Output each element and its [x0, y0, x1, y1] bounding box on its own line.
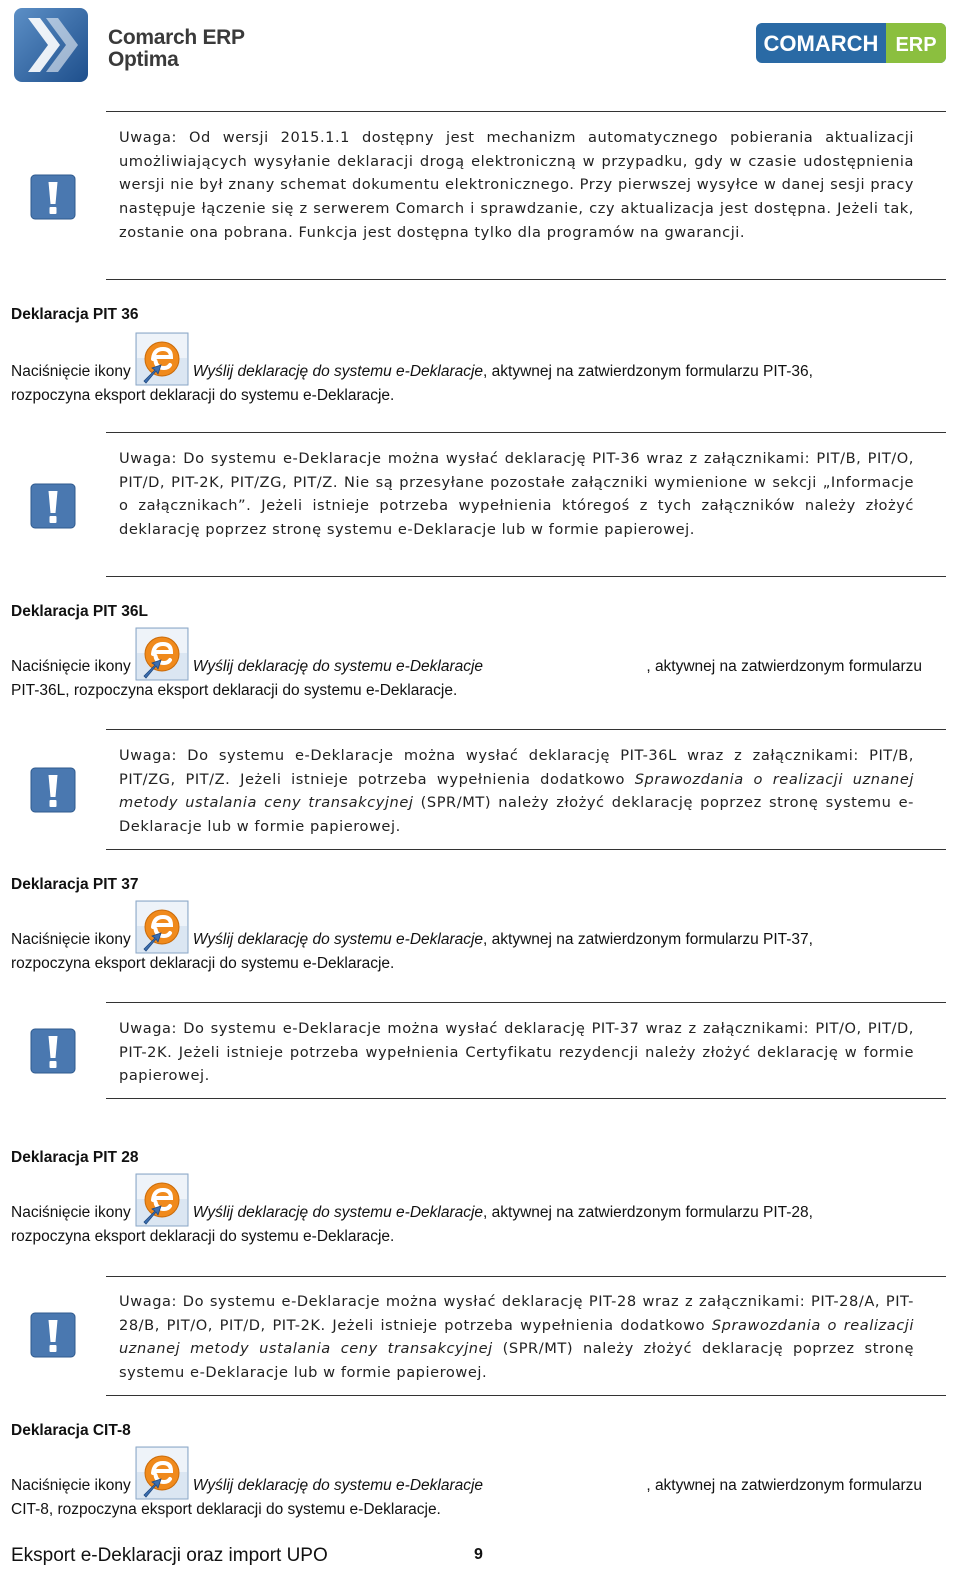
note-divider-top — [106, 111, 946, 112]
section-text-pit28 — [11, 1171, 922, 1249]
action-name: Wyślij deklarację do systemu e-Deklaracje — [192, 1477, 484, 1494]
note-divider-bottom — [106, 279, 946, 280]
brand-line-1: Comarch ERP — [108, 26, 245, 49]
note-divider-top — [106, 432, 946, 433]
action-name: Wyślij deklarację do systemu e-Deklaracje — [192, 658, 484, 675]
action-name: Wyślij deklarację do systemu e-Deklaracje — [192, 931, 484, 948]
note-italic: Sprawozdania o realizacji uznanej metody ustalania ceny transakcyjnej — [119, 1316, 914, 1358]
text-prefix: Naciśnięcie ikony — [11, 363, 131, 380]
note-update-mechanism: Uwaga: Od wersji 2015.1.1 dostępny jest mechanizm automatycznego pobierania aktualizacji umożliwiających wysyłanie deklaracji drogą elektroniczną w przypadku, gdy w czasie udostępnienia wersji nie był znany schemat dokumentu elektronicznego. Przy pierwszej wysyłce w danej sesji pracy następuje łączenie się z serwerem Comarch i sprawdzanie, czy aktualizacja jest dostępna. Jeżeli tak, zostanie ona pobrana. Funkcja jest dostępna tylko dla programów na gwarancji. — [119, 129, 914, 241]
send-edeclaration-icon[interactable] — [135, 627, 189, 681]
warning-icon — [30, 767, 76, 813]
send-edeclaration-icon[interactable] — [135, 1173, 189, 1227]
text-suffix: , aktywnej na zatwierdzonym formularzu — [646, 658, 922, 675]
section-text-pit36l — [11, 625, 922, 703]
comarch-erp-optima-logo — [14, 8, 254, 82]
brand-line-2: Optima — [108, 48, 179, 71]
text-line2: PIT-36L, rozpoczyna eksport deklaracji do systemu e-Deklaracje. — [11, 682, 458, 699]
section-heading-pit28: Deklaracja PIT 28 — [11, 1149, 139, 1166]
note-divider-bottom — [106, 1395, 946, 1396]
note-divider-bottom — [106, 849, 946, 850]
text-line2: rozpoczyna eksport deklaracji do systemu e-Deklaracje. — [11, 955, 395, 972]
warning-icon — [30, 1312, 76, 1358]
comarch-logo-text: COMARCH — [763, 31, 879, 56]
section-heading-pit36: Deklaracja PIT 36 — [11, 306, 139, 323]
erp-logo-text: ERP — [895, 34, 937, 56]
section-text-pit37 — [11, 898, 922, 976]
send-edeclaration-icon[interactable] — [135, 1446, 189, 1500]
section-heading-pit37: Deklaracja PIT 37 — [11, 876, 139, 893]
text-prefix: Naciśnięcie ikony — [11, 931, 131, 948]
note-divider-top — [106, 1276, 946, 1277]
note-pit36-attachments: Uwaga: Do systemu e-Deklaracje można wysłać deklarację PIT-36 wraz z załącznikami: PIT/B, PIT/O, PIT/D, PIT-2K, PIT/ZG, PIT/Z. Nie są przesyłane pozostałe załączniki wymienione w sekcji „Informacje o załącznikach”. Jeżeli istnieje potrzeba wypełnienia któregoś z tych załączników należy złożyć deklarację poprzez stronę systemu e-Deklaracje lub w formie papierowej. — [119, 450, 914, 539]
text-prefix: Naciśnięcie ikony — [11, 1477, 131, 1494]
text-line2: CIT-8, rozpoczyna eksport deklaracji do systemu e-Deklaracje. — [11, 1501, 441, 1518]
text-line2: rozpoczyna eksport deklaracji do systemu e-Deklaracje. — [11, 387, 395, 404]
comarch-erp-logo — [756, 23, 946, 63]
section-heading-cit8: Deklaracja CIT-8 — [11, 1422, 131, 1439]
warning-icon — [30, 174, 76, 220]
note-divider-top — [106, 729, 946, 730]
action-name: Wyślij deklarację do systemu e-Deklaracje — [192, 1204, 484, 1221]
note-divider-bottom — [106, 1098, 946, 1099]
send-edeclaration-icon[interactable] — [135, 900, 189, 954]
page-number: 9 — [474, 1546, 483, 1563]
section-text-pit36 — [11, 330, 922, 408]
note-pit36l-attachments — [119, 744, 914, 839]
note-pit28-attachments — [119, 1290, 914, 1385]
send-edeclaration-icon[interactable] — [135, 332, 189, 386]
warning-icon — [30, 1028, 76, 1074]
section-heading-pit36l: Deklaracja PIT 36L — [11, 603, 148, 620]
warning-icon — [30, 483, 76, 529]
note-part2: (SPR/MT) należy złożyć deklarację poprzez stronę systemu e-Deklaracje lub w formie papierowej. — [119, 1340, 914, 1382]
text-prefix: Naciśnięcie ikony — [11, 658, 131, 675]
text-suffix: , aktywnej na zatwierdzonym formularzu PIT-36, — [483, 363, 813, 380]
note-part1: Uwaga: Do systemu e-Deklaracje można wysłać deklarację PIT-28 wraz z załącznikami: PIT-28/A, PIT-28/B, PIT/O, PIT/D, PIT-2K. Jeżeli istnieje potrzeba wypełnienia dodatkowo — [119, 1293, 914, 1334]
note-part1: Uwaga: Do systemu e-Deklaracje można wysłać deklarację PIT-36L wraz z załącznikami: PIT/B, PIT/ZG, PIT/Z. Jeżeli istnieje potrzeba wypełnienia dodatkowo — [119, 747, 914, 788]
note-part2: (SPR/MT) należy złożyć deklarację poprzez stronę systemu e-Deklaracje lub w formie papierowej. — [119, 794, 914, 836]
text-suffix: , aktywnej na zatwierdzonym formularzu — [646, 1477, 922, 1494]
footer-title: Eksport e-Deklaracji oraz import UPO — [11, 1545, 328, 1566]
text-suffix: , aktywnej na zatwierdzonym formularzu PIT-37, — [483, 931, 813, 948]
action-name: Wyślij deklarację do systemu e-Deklaracje — [192, 363, 484, 380]
optima-logo-icon — [14, 8, 88, 82]
text-prefix: Naciśnięcie ikony — [11, 1204, 131, 1221]
text-line2: rozpoczyna eksport deklaracji do systemu e-Deklaracje. — [11, 1228, 395, 1245]
note-divider-bottom — [106, 576, 946, 577]
section-text-cit8 — [11, 1444, 922, 1522]
text-suffix: , aktywnej na zatwierdzonym formularzu PIT-28, — [483, 1204, 813, 1221]
note-italic: Sprawozdania o realizacji uznanej metody ustalania ceny transakcyjnej — [119, 770, 914, 812]
note-divider-top — [106, 1002, 946, 1003]
note-pit37-attachments: Uwaga: Do systemu e-Deklaracje można wysłać deklarację PIT-37 wraz z załącznikami: PIT/O, PIT/D, PIT-2K. Jeżeli istnieje potrzeba wypełnienia Certyfikatu rezydencji należy złożyć deklarację w formie papierowej. — [119, 1020, 914, 1085]
